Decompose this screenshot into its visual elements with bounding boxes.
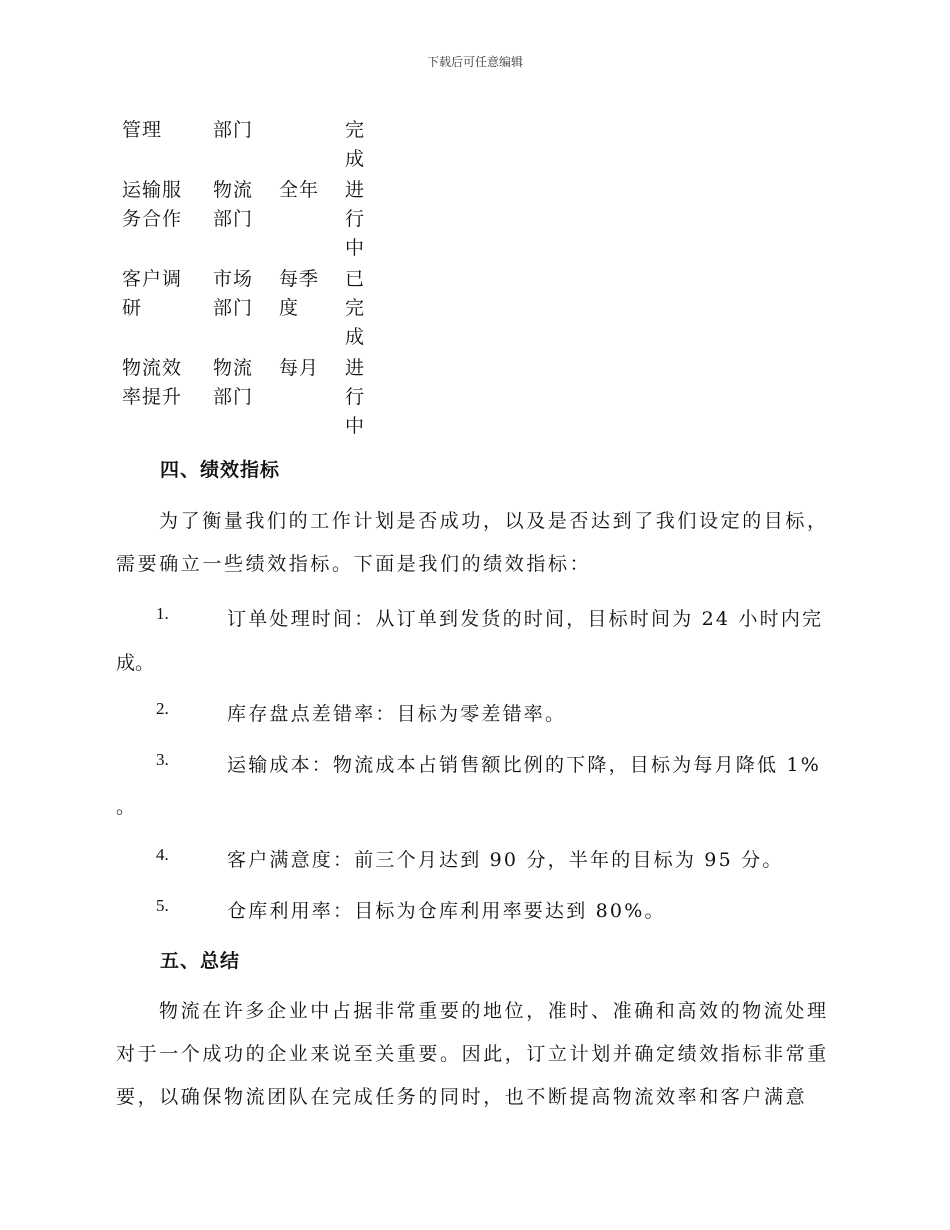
list-text: 运输成本：物流成本占销售额比例的下降，目标为每月降低 1% bbox=[227, 754, 821, 776]
table-cell: 进 行 中 bbox=[345, 357, 366, 437]
section-heading: 四、绩效指标 bbox=[160, 459, 281, 481]
paragraph-line: 物流在许多企业中占据非常重要的地位，准时、准确和高效的物流处理 bbox=[159, 1000, 829, 1022]
list-text: 订单处理时间：从订单到发货的时间，目标时间为 24 小时内完 bbox=[227, 608, 824, 630]
table-row bbox=[122, 176, 375, 263]
table-cell: 物流 部门 bbox=[213, 357, 254, 408]
list-text: 库存盘点差错率：目标为零差错率。 bbox=[227, 703, 567, 725]
paragraph-line: 对于一个成功的企业来说至关重要。因此，订立计划并确定绩效指标非常重 bbox=[116, 1043, 829, 1065]
list-continuation: 。 bbox=[116, 796, 136, 818]
list-number: 3. bbox=[156, 750, 169, 769]
table-cell: 客户调 研 bbox=[122, 268, 183, 319]
list-continuation: 成。 bbox=[116, 652, 155, 674]
list-text: 仓库利用率：目标为仓库利用率要达到 80%。 bbox=[227, 900, 666, 922]
list-number: 4. bbox=[156, 845, 169, 864]
page-header: 下载后可任意编辑 bbox=[426, 55, 523, 69]
table-cell: 已 完 成 bbox=[345, 268, 366, 348]
table-cell: 物流 部门 bbox=[213, 179, 254, 230]
task-table bbox=[122, 116, 375, 443]
list-number: 5. bbox=[156, 896, 169, 915]
table-cell: 进 行 中 bbox=[345, 179, 366, 259]
table-row bbox=[122, 354, 375, 441]
paragraph-line: 为了衡量我们的工作计划是否成功，以及是否达到了我们设定的目标， bbox=[159, 510, 829, 532]
table-cell: 全年 bbox=[279, 179, 320, 201]
table-cell: 每月 bbox=[279, 357, 320, 379]
list-text: 客户满意度：前三个月达到 90 分，半年的目标为 95 分。 bbox=[227, 849, 784, 871]
table-row bbox=[122, 265, 375, 352]
paragraph-line: 要，以确保物流团队在完成任务的同时，也不断提高物流效率和客户满意 bbox=[116, 1086, 808, 1108]
table-cell bbox=[279, 116, 345, 174]
paragraph-line: 需要确立一些绩效指标。下面是我们的绩效指标： bbox=[116, 553, 592, 575]
table-cell: 运输服 务合作 bbox=[122, 179, 183, 230]
table-cell: 市场 部门 bbox=[213, 268, 254, 319]
table-cell: 每季 度 bbox=[279, 268, 320, 319]
list-number: 1. bbox=[156, 604, 169, 623]
table-cell: 物流效 率提升 bbox=[122, 357, 183, 408]
table-row bbox=[122, 116, 375, 174]
table-cell: 管理 bbox=[122, 119, 163, 141]
list-number: 2. bbox=[156, 699, 169, 718]
table-cell: 完 成 bbox=[345, 119, 366, 170]
table-cell: 部门 bbox=[213, 119, 254, 141]
section-heading: 五、总结 bbox=[160, 950, 241, 972]
